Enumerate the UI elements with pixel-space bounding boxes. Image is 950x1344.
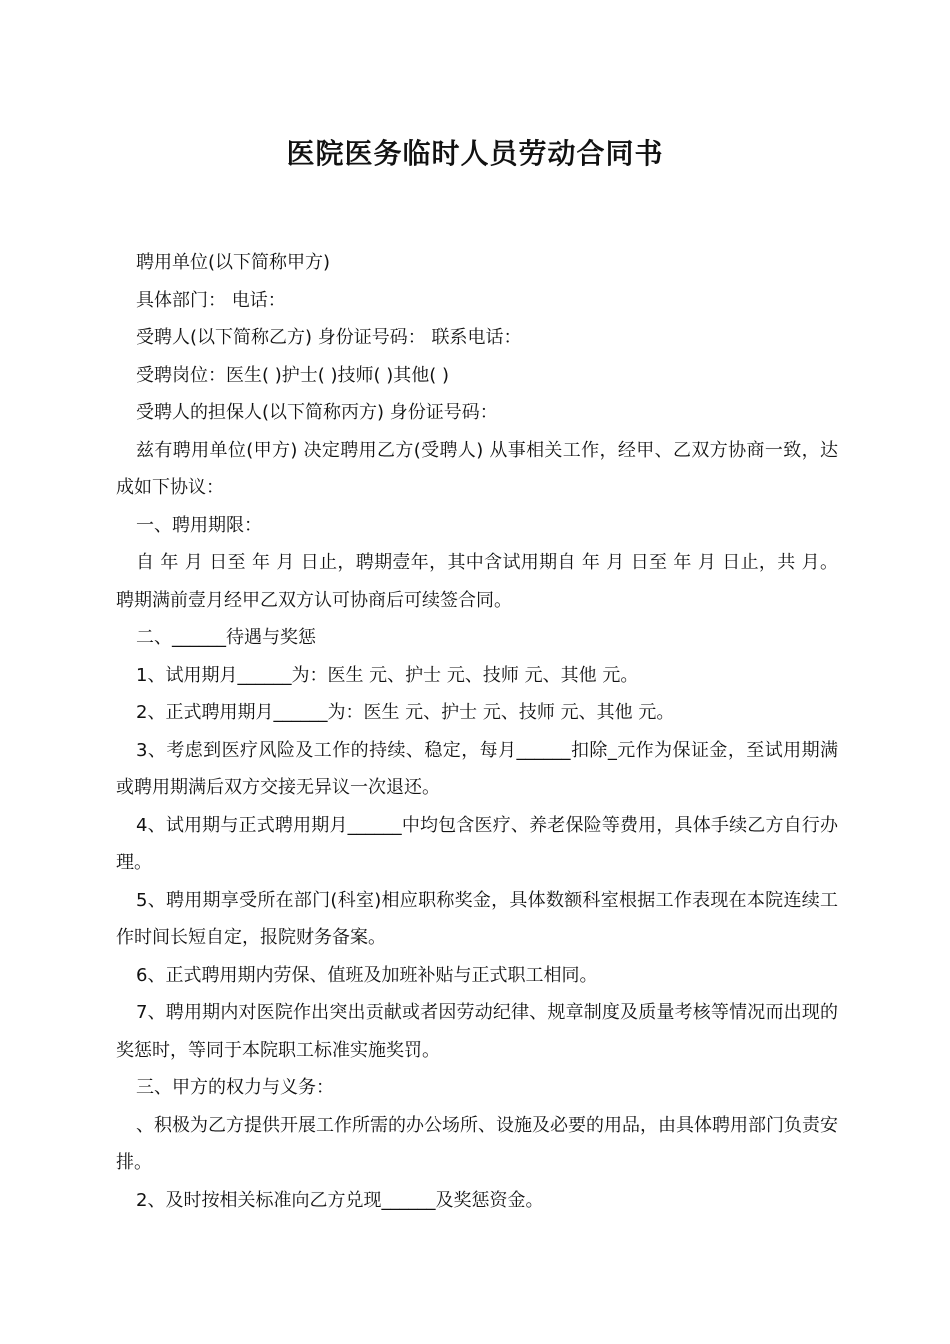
paragraph-department: 具体部门： 电话： — [136, 289, 286, 311]
paragraph-position: 受聘岗位：医生( )护士( )技师( )其他( ) — [136, 364, 450, 386]
rights-clause-2: 2、及时按相关标准向乙方兑现______及奖惩资金。 — [136, 1189, 544, 1211]
section-heading-term: 一、聘用期限： — [136, 514, 262, 536]
section-heading-pay: 二、______待遇与奖惩 — [136, 627, 316, 648]
paragraph-term-detail: 自 年 月 日至 年 月 日止，聘期壹年，其中含试用期自 年 月 日至 年 月 日止，共 月。聘期满前壹月经甲乙双方认可协商后可续签合同。 — [116, 552, 838, 611]
paragraph-guarantor: 受聘人的担保人(以下简称丙方) 身份证号码： — [136, 402, 498, 423]
clause-7: 7、聘用期内对医院作出突出贡献或者因劳动纪律、规章制度及质量考核等情况而出现的奖惩时，等同于本院职工标准实施奖罚。 — [116, 1002, 838, 1061]
document-title: 医院医务临时人员劳动合同书 — [286, 137, 664, 170]
clause-2: 2、正式聘用期月______为：医生 元、护士 元、技师 元、其他 元。 — [136, 702, 675, 723]
clause-6: 6、正式聘用期内劳保、值班及加班补贴与正式职工相同。 — [136, 964, 598, 986]
clause-1: 1、试用期月______为：医生 元、护士 元、技师 元、其他 元。 — [136, 664, 639, 686]
rights-clause-1: 、积极为乙方提供开展工作所需的办公场所、设施及必要的用品，由具体聘用部门负责安排。 — [116, 1114, 838, 1173]
clause-4: 4、试用期与正式聘用期月______中均包含医疗、养老保险等费用，具体手续乙方自行办理。 — [116, 814, 838, 873]
clause-3: 3、考虑到医疗风险及工作的持续、稳定，每月______扣除_元作为保证金，至试用期满或聘用期满后双方交接无异议一次退还。 — [116, 739, 838, 798]
section-heading-rights: 三、甲方的权力与义务： — [136, 1077, 334, 1098]
paragraph-employee: 受聘人(以下简称乙方) 身份证号码： 联系电话： — [136, 327, 522, 348]
paragraph-employer: 聘用单位(以下简称甲方) — [136, 252, 331, 273]
paragraph-preamble: 兹有聘用单位(甲方) 决定聘用乙方(受聘人) 从事相关工作，经甲、乙双方协商一致，达成如下协议： — [116, 439, 838, 498]
document-body — [116, 244, 838, 1219]
clause-5: 5、聘用期享受所在部门(科室)相应职称奖金，具体数额科室根据工作表现在本院连续工作时间长短自定，报院财务备案。 — [116, 889, 838, 948]
